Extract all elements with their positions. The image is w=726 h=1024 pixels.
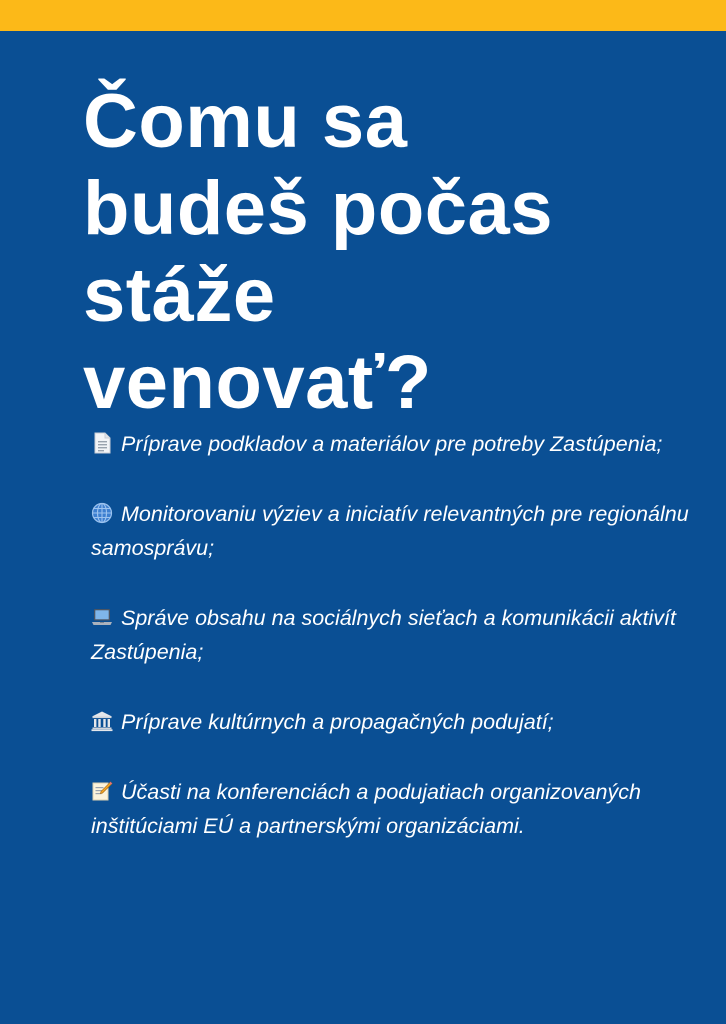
memo-icon [91, 780, 113, 802]
document-icon [91, 432, 113, 454]
title-line: Čomu sa [83, 79, 408, 164]
list-item [91, 775, 691, 843]
classical-building-icon [91, 710, 113, 732]
title-line: venovať? [83, 340, 432, 425]
page-title [83, 78, 703, 426]
laptop-icon [91, 606, 113, 628]
list-item [91, 427, 691, 461]
activity-list [91, 427, 691, 879]
list-item-text: Účasti na konferenciách a podujatiach organizovaných inštitúciami EÚ a partnerskými organizáciami. [91, 780, 641, 838]
list-item [91, 705, 691, 739]
list-item-text: Príprave podkladov a materiálov pre potreby Zastúpenia; [121, 432, 663, 456]
list-item [91, 601, 691, 669]
list-item-text: Príprave kultúrnych a propagačných podujatí; [121, 710, 554, 734]
title-line: stáže [83, 253, 276, 338]
list-item [91, 497, 691, 565]
top-accent-bar [0, 0, 726, 31]
globe-icon [91, 502, 113, 524]
list-item-text: Monitorovaniu výziev a iniciatív relevantných pre regionálnu samosprávu; [91, 502, 689, 560]
title-line: budeš počas [83, 166, 554, 251]
list-item-text: Správe obsahu na sociálnych sieťach a komunikácii aktivít Zastúpenia; [91, 606, 676, 664]
